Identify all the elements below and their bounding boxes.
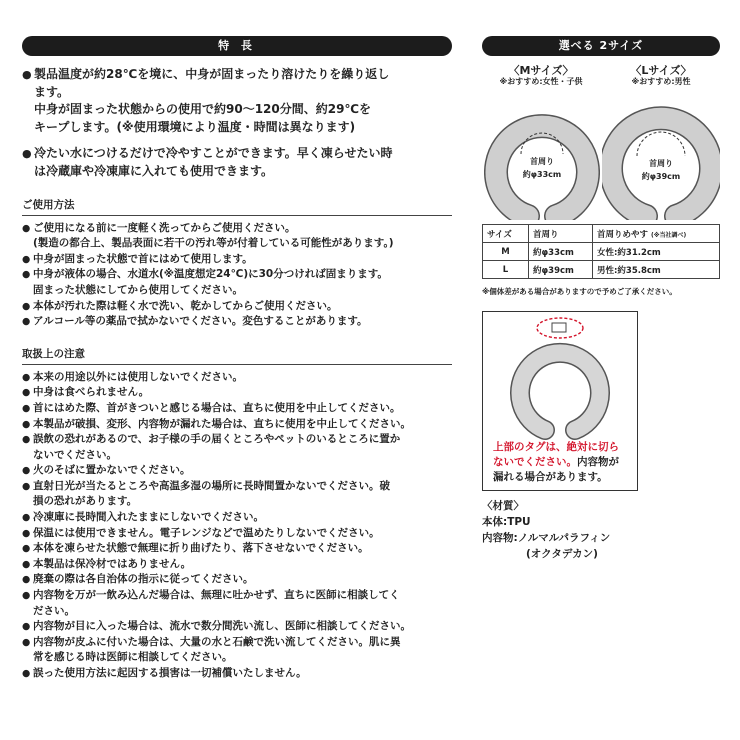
bullet-icon: ●	[22, 316, 31, 328]
list-item: ● 内容物が皮ふに付いた場合は、大量の水と石鹸で洗い流してください。肌に異 常を感じる時は医師に相談してください。	[22, 635, 401, 664]
bullet-icon: ●	[22, 621, 31, 633]
size-illustrations	[482, 62, 720, 222]
m-size-recommendation: ※おすすめ:女性・子供	[499, 77, 583, 86]
bullet-icon: ●	[22, 418, 31, 430]
bullet-icon: ●	[22, 434, 31, 446]
l-neck-ring-illustration	[602, 90, 720, 220]
table-header: 首周り	[529, 225, 593, 243]
bullet-icon: ●	[22, 402, 31, 414]
list-item: ● 首にはめた際、首がきついと感じる場合は、直ちに使用を中止してください。	[22, 401, 452, 417]
list-item: ● 中身が液体の場合、水道水(※温度想定24℃)に30分つければ固まります。 固まった状態にしてから使用してください。	[22, 268, 388, 296]
list-item: ● 内容物を万が一飲み込んだ場合は、無理に吐かせず、直ちに医師に相談してく ださい。	[22, 589, 400, 617]
table-header: サイズ	[483, 225, 529, 243]
l-circ-label: 首周り	[649, 159, 673, 168]
list-item: ● 本体が汚れた際は軽く水で洗い、乾かしてからご使用ください。	[22, 299, 452, 315]
list-item: ● 廃棄の際は各自治体の指示に従ってください。	[22, 572, 452, 588]
m-circ-value: 約φ33cm	[522, 170, 562, 179]
materials-contents: 内容物:ノルマルパラフィン	[482, 532, 611, 544]
materials-heading: 〈材質〉	[482, 500, 524, 512]
list-item: ● 誤った使用方法に起因する損害は一切補償いたしません。	[22, 666, 452, 682]
list-item: ● 火のそばに置かないでください。	[22, 463, 452, 479]
l-circ-value: 約φ39cm	[641, 172, 681, 181]
list-item: ● 本製品は保冷材ではありません。	[22, 557, 452, 573]
materials-body: 本体:TPU	[482, 516, 531, 528]
neck-ring-tag-illustration	[483, 312, 636, 442]
list-item: ● 誤飲の恐れがあるので、お子様の手の届くところやペットのいるところに置か ないでください。	[22, 433, 401, 461]
feature-item: ● 製品温度が約28℃を境に、中身が固まったり溶けたりを繰り返し ます。	[22, 66, 452, 101]
bullet-icon: ●	[22, 147, 32, 161]
bullet-icon: ●	[22, 512, 31, 524]
feature-item: ● 冷たい水につけるだけで冷やすことができます。早く凍らせたい時 は冷蔵庫や冷凍庫に入れても使用できます。	[22, 145, 452, 180]
usage-list	[22, 221, 452, 330]
bullet-icon: ●	[22, 300, 31, 312]
list-item: ● アルコール等の薬品で拭かないでください。変色することがあります。	[22, 314, 452, 330]
feature-subtext: 中身が固まった状態からの使用で約90～120分間、約29℃を キープします。(※使用環境により温度・時間は異なります)	[34, 102, 371, 134]
bullet-icon: ●	[22, 465, 31, 477]
sizes-heading: 選べる 2サイズ	[482, 36, 720, 56]
list-item: ● 直射日光が当たるところや高温多湿の場所に長時間置かないでください。破 損の恐れがあります。	[22, 479, 390, 508]
list-item: ● 本体を凍らせた状態で無理に折り曲げたり、落下させないでください。	[22, 541, 452, 557]
bullet-icon: ●	[22, 636, 31, 648]
usage-heading: ご使用方法	[22, 197, 452, 216]
table-row: L 約φ39cm 男性:約35.8cm	[483, 261, 720, 279]
tag-warning-box	[482, 311, 638, 491]
table-header: 首周りめやす (※当社調べ)	[593, 225, 720, 243]
list-item: ● 中身は食べられません。	[22, 385, 452, 401]
table-row: M 約φ33cm 女性:約31.2cm	[483, 243, 720, 261]
cautions-heading: 取扱上の注意	[22, 346, 452, 365]
tag-warning-text: 上部のタグは、絶対に切ら ないでください。内容物が 漏れる場合があります。	[493, 441, 619, 483]
bullet-icon: ●	[22, 480, 31, 492]
bullet-icon: ●	[22, 558, 31, 570]
size-table	[482, 224, 720, 279]
sizes-column	[482, 36, 720, 562]
bullet-icon: ●	[22, 222, 31, 234]
bullet-icon: ●	[22, 253, 31, 265]
m-neck-ring-illustration	[484, 90, 600, 220]
list-item: ● 本製品が破損、変形、内容物が漏れた場合は、直ちに使用を中止してください。	[22, 417, 452, 433]
features-column	[22, 36, 452, 682]
features-heading: 特 長	[22, 36, 452, 56]
cautions-list	[22, 370, 452, 682]
bullet-icon: ●	[22, 387, 31, 399]
bullet-icon: ●	[22, 527, 31, 539]
m-circ-label: 首周り	[530, 157, 554, 166]
bullet-icon: ●	[22, 371, 31, 383]
bullet-icon: ●	[22, 574, 31, 586]
materials-contents-sub: (オクタデカン)	[526, 548, 598, 560]
bullet-icon: ●	[22, 68, 32, 81]
bullet-icon: ●	[22, 543, 31, 555]
list-item: ● 中身が固まった状態で首にはめて使用します。	[22, 252, 452, 268]
materials	[482, 498, 720, 562]
l-size-title: 〈Lサイズ〉	[630, 64, 692, 77]
list-item: ● 冷凍庫に長時間入れたままにしないでください。	[22, 510, 452, 526]
bullet-icon: ●	[22, 668, 31, 679]
m-size-title: 〈Mサイズ〉	[508, 64, 574, 77]
list-item: ● 内容物が目に入った場合は、流水で数分間洗い流し、医師に相談してください。	[22, 619, 452, 635]
features-list	[22, 66, 452, 181]
list-item: ● ご使用になる前に一度軽く洗ってからご使用ください。 (製造の都合上、製品表面に若干の汚れ等が付着している可能性があります。)	[22, 221, 394, 250]
list-item: ● 本来の用途以外には使用しないでください。	[22, 370, 452, 386]
size-note: ※個体差がある場合がありますので予めご了承ください。	[482, 287, 677, 296]
list-item: ● 保温には使用できません。電子レンジなどで温めたりしないでください。	[22, 526, 452, 542]
bullet-icon: ●	[22, 590, 31, 602]
l-size-recommendation: ※おすすめ:男性	[631, 77, 691, 86]
tag-icon	[552, 323, 566, 332]
bullet-icon: ●	[22, 269, 31, 281]
